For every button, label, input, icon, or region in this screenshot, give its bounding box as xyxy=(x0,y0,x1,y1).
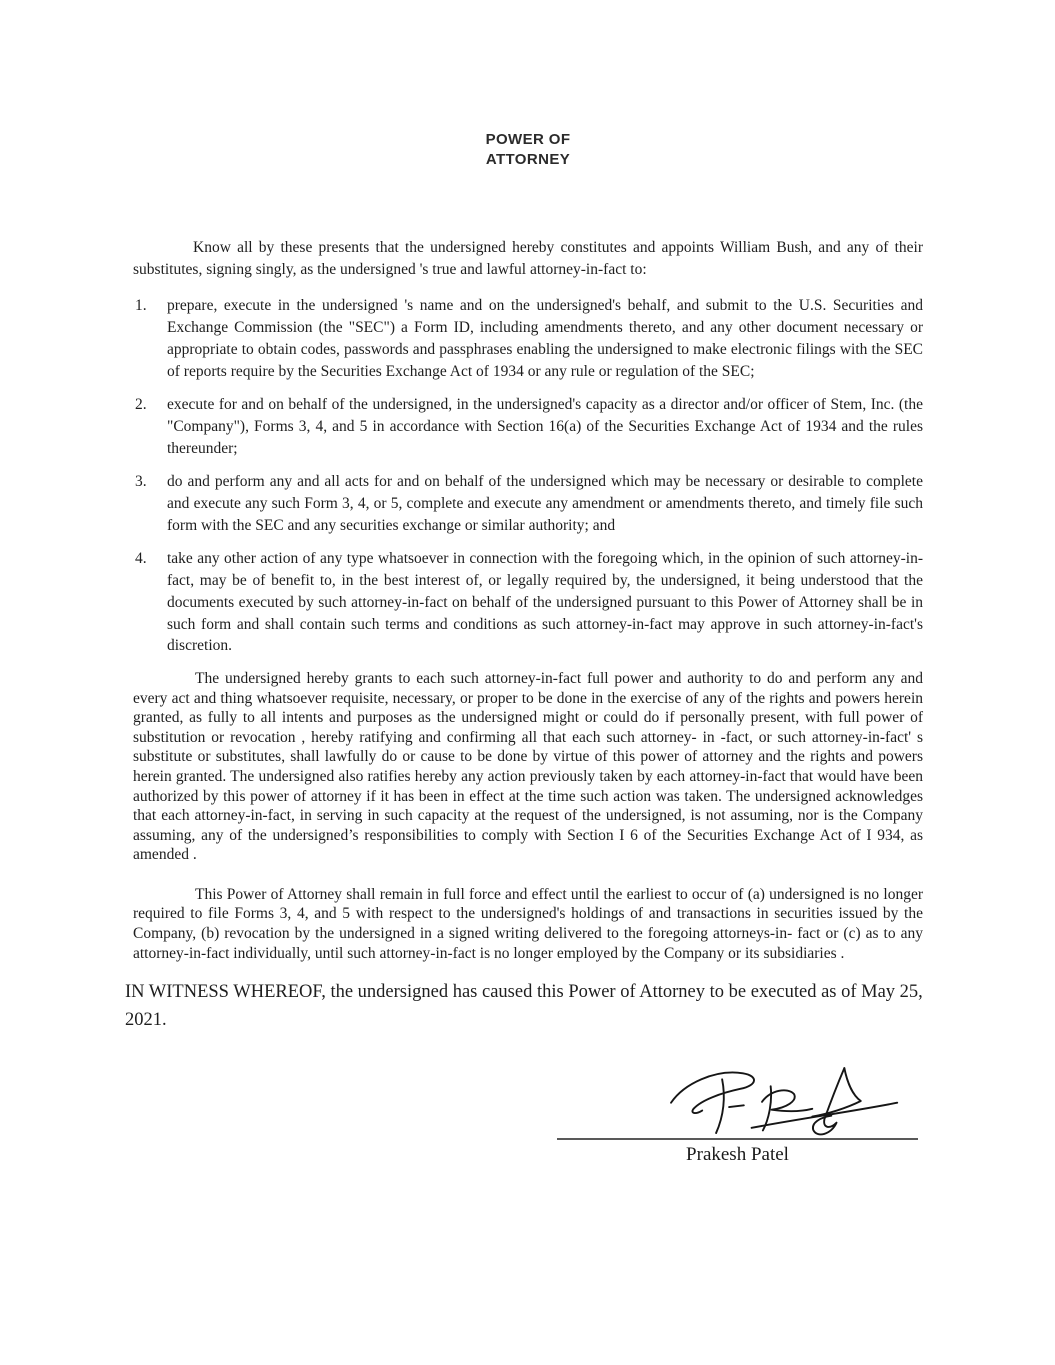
list-item-4 xyxy=(133,548,923,657)
witness-paragraph: IN WITNESS WHEREOF, the undersigned has caused this Power of Attorney to be executed as of May 25, 2021. xyxy=(125,982,923,1031)
document-title-line-1: POWER OF xyxy=(485,131,571,148)
list-item-number: 3. xyxy=(135,473,147,491)
list-item-3 xyxy=(133,471,923,536)
list-item-text: do and perform any and all acts for and on behalf of the undersigned which may be necessary or desirable to complete and execute any such Form 3, 4, or 5, complete and execute any amendment or amendments thereto, and timely file such form with the SEC and any securities exchange or similar authority; and xyxy=(167,473,923,534)
document-title-line-2: ATTORNEY xyxy=(485,151,571,168)
list-item-text: execute for and on behalf of the undersigned, in the undersigned's capacity as a director and/or officer of Stem, Inc. (the "Company"), Forms 3, 4, and 5 in accordance with Section 16(a) of the Securities Exchange Act of 1934 and the rules thereunder; xyxy=(167,396,923,457)
list-item-text: prepare, execute in the undersigned 's name and on the undersigned's behalf, and submit to the U.S. Securities and Exchange Commission (the "SEC") a Form ID, including amendments thereto, and any other document necessary or appropriate to obtain codes, passwords and passphrases enabling the undersigned to make electronic filings with the SEC of reports require by the Securities Exchange Act of 1934 or any rule or regulation of the SEC; xyxy=(167,297,923,380)
list-item-number: 2. xyxy=(135,396,147,414)
list-item-2 xyxy=(133,394,923,459)
intro-paragraph: Know all by these presents that the undersigned hereby constitutes and appoints William Bush, and any of their substitutes, signing singly, as the undersigned 's true and lawful attorney-in-fact to: xyxy=(133,239,923,278)
grant-paragraph: The undersigned hereby grants to each such attorney-in-fact full power and authority to do and perform any and every act and thing whatsoever requisite, necessary, or proper to be done in the exercise of any of the rights and powers herein granted, as fully to all intents and purposes as the undersigned might or could do if personally present, with full power of substitution or revocation , hereby ratifying and confirming all that each such attorney- in -fact, or such attorney-in-fact' s substitute or substitutes, shall lawfully do or cause to be done by virtue of this power of attorney and the rights and powers herein granted. The undersigned also ratifies hereby any action previously taken by each attorney-in-fact that would have been authorized by this power of attorney if it has been in effect at the time such action was taken. The undersigned acknowledges that each attorney-in-fact, in serving in such capacity at the request of the undersigned, is not assuming, nor is the Company assuming, any of the undersigned’s responsibilities to comply with Section I 6 of the Securities Exchange Act of I 934, as amended . xyxy=(133,669,923,864)
list-item-number: 4. xyxy=(135,550,147,568)
list-item-1 xyxy=(133,295,923,382)
termination-paragraph: This Power of Attorney shall remain in full force and effect until the earliest to occur of (a) undersigned is no longer required to file Forms 3, 4, and 5 with respect to the undersigned's holdings of and transactions in securities issued by the Company, (b) revocation by the undersigned in a signed writing delivered to the foregoing attorneys-in- fact or (c) as to any attorney-in-fact individually, until such attorney-in-fact is no longer employed by the Company or its subsidiaries . xyxy=(133,885,923,962)
list-item-number: 1. xyxy=(135,297,147,315)
list-item-text: take any other action of any type whatsoever in connection with the foregoing which, in the opinion of such attorney-in-fact, may be of benefit to, in the best interest of, or legally required by, the undersigned, it being understood that the documents executed by such attorney-in-fact on behalf of the undersigned pursuant to this Power of Attorney shall be in such form and shall contain such terms and conditions as such attorney-in-fact may approve in such attorney-in-fact's discretion. xyxy=(167,550,923,655)
signature-icon xyxy=(652,1062,924,1140)
signatory-name: Prakesh Patel xyxy=(686,1144,789,1165)
document-title xyxy=(133,130,923,170)
poa-list xyxy=(133,295,923,657)
signature-line xyxy=(557,1138,918,1140)
